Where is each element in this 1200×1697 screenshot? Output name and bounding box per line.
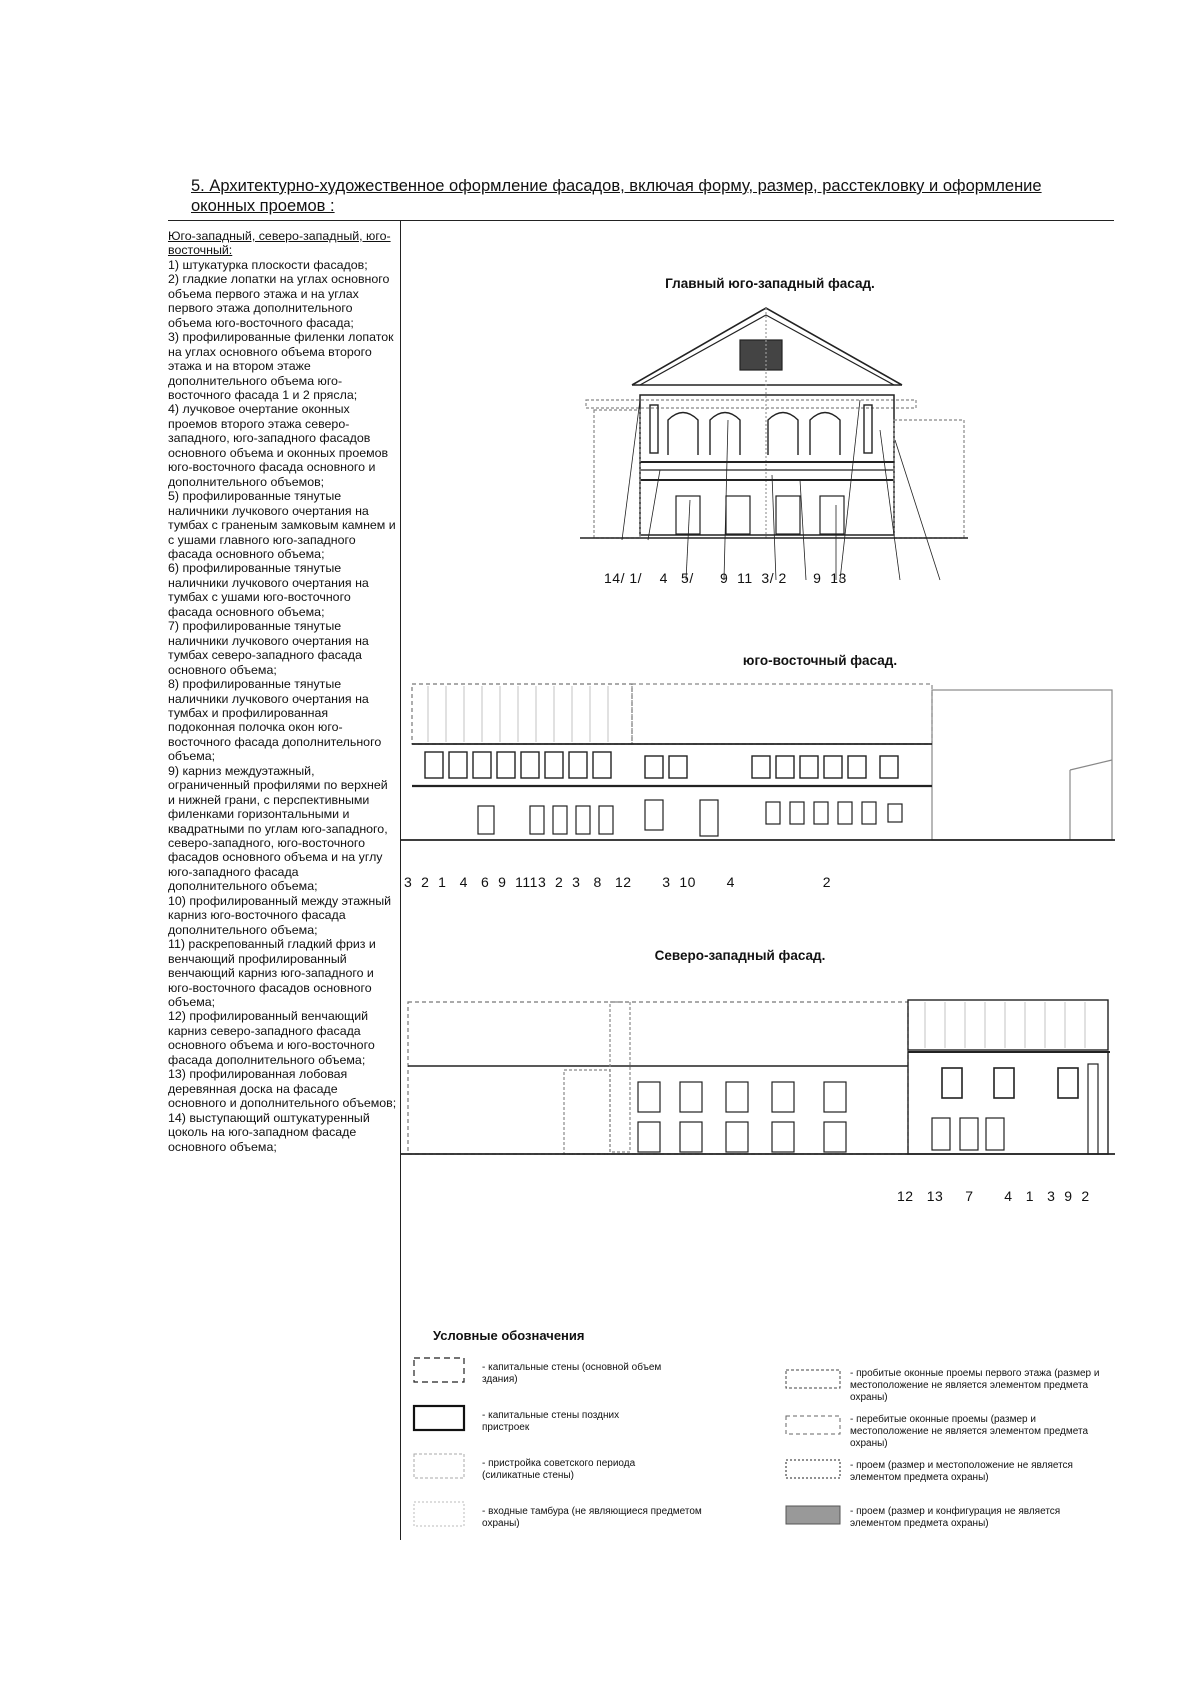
- description-item: 10) профилированный между этажный карниз юго-восточного фасада дополнительного объема;: [168, 893, 392, 937]
- description-item: 3) профилированные филенки лопаток на углах основного объема второго этажа и на втором этаже дополнительного объема юго-восточного фасада 1 и 2 прясла;: [168, 330, 394, 402]
- main-facade-drawing: [580, 308, 968, 580]
- legend-title: Условные обозначения: [433, 1328, 585, 1343]
- southeast-facade-callouts: 3 2 1 4 6 9 1113 2 3 8 12 3 10 4 2: [404, 874, 832, 890]
- description-item: 13) профилированная лобовая деревянная доска на фасаде основного и дополнительного объемов;: [168, 1067, 397, 1111]
- section-heading: 5. Архитектурно-художественное оформление фасадов, включая форму, размер, расстекловку и оформление оконных проемов :: [191, 177, 1042, 215]
- description-item: 11) раскрепованный гладкий фриз и венчающий профилированный венчающий карниз юго-западного и юго-восточного фасадов основного объема;: [168, 937, 376, 1010]
- legend-item: - перебитые оконные проемы (размер и местоположение не является элементом предмета охраны): [850, 1414, 1089, 1449]
- northwest-facade-callouts: 12 13 7 4 1 3 9 2: [897, 1188, 1090, 1204]
- southeast-facade-title: юго-восточный фасад.: [742, 653, 898, 668]
- legend-item: - пристройка советского периода (силикатные стены): [482, 1458, 636, 1481]
- facade-list-lead: Юго-западный, северо-западный, юго-восточный:: [168, 229, 391, 258]
- legend-item: - капитальные стены поздних пристроек: [482, 1410, 620, 1433]
- description-item: 5) профилированные тянутые наличники лучкового очертания на тумбах с граненым замковым камнем и с ушами главного юго-западного фасада основного объема;: [168, 489, 396, 561]
- legend-item: - пробитые оконные проемы первого этажа (размер и местоположение не является элементом предмета охраны): [850, 1368, 1100, 1403]
- description-item: 8) профилированные тянутые наличники лучкового очертания на тумбах и профилированная подоконная полочка окон юго-восточного фасада дополнительного объема;: [168, 677, 382, 764]
- main-facade-callouts: 14/ 1/ 4 5/ 9 11 3/ 2 9 13: [604, 570, 847, 586]
- description-item: 14) выступающий оштукатуренный цоколь на юго-западном фасаде основного объема;: [168, 1110, 370, 1154]
- legend-item: - капитальные стены (основной объем здания): [482, 1362, 662, 1385]
- southeast-facade-drawing: [400, 684, 1115, 840]
- northwest-facade-title: Северо-западный фасад.: [654, 948, 826, 963]
- description-item: 7) профилированные тянутые наличники лучкового очертания на тумбах северо-западного фасада основного объема;: [168, 619, 369, 677]
- legend-item: - проем (размер и местоположение не является элементом предмета охраны): [850, 1460, 1073, 1483]
- legend-item: - проем (размер и конфигурация не является элементом предмета охраны): [850, 1506, 1061, 1529]
- northwest-facade-drawing: [400, 1000, 1115, 1154]
- description-item: 12) профилированный венчающий карниз северо-западного фасада основного объема и юго-восточного фасада дополнительного объема;: [168, 1009, 375, 1067]
- main-facade-title: Главный юго-западный фасад.: [665, 276, 875, 291]
- legend-item: - входные тамбура (не являющиеся предметом охраны): [482, 1506, 702, 1529]
- description-item: 6) профилированные тянутые наличники лучкового очертания на тумбах с ушами юго-восточного фасада основного объема;: [168, 561, 369, 619]
- description-item: 4) лучковое очертание оконных проемов второго этажа северо-западного, юго-западного фасадов основного объема и оконных проемов юго-восточного фасада основного и дополнительного объемов;: [168, 402, 389, 489]
- description-item: 9) карниз междуэтажный, ограниченный профилями по верхней и нижней грани, с перспективными филенками горизонтальными и квадратными по углам юго-западного, северо-западного, юго-восточного фасадов основного объема и на углу юго-западного фасада дополнительного объема;: [168, 763, 388, 894]
- description-item: 1) штукатурка плоскости фасадов;: [168, 257, 368, 272]
- description-item: 2) гладкие лопатки на углах основного объема первого этажа и на углах первого этажа дополнительного объема юго-восточного фасада;: [168, 272, 390, 330]
